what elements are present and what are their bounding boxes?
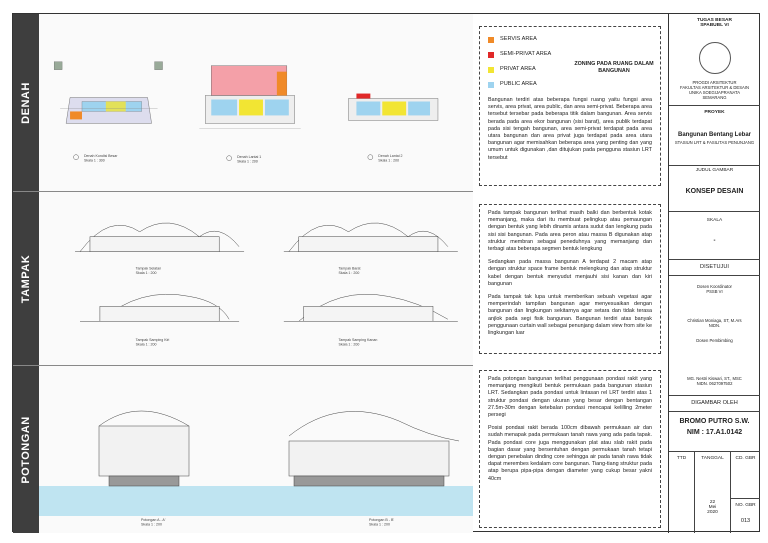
tb-disetujui: DISETUJUI bbox=[669, 260, 760, 276]
title-block bbox=[668, 14, 760, 533]
potongan-label: POTONGAN bbox=[20, 415, 32, 484]
tb-codes: CD. GBR NO. GBR 013 bbox=[731, 452, 760, 533]
tb-footer bbox=[669, 452, 760, 533]
legend-item-privat: PRIVAT AREA bbox=[488, 62, 652, 77]
tampak-label-bar bbox=[13, 192, 39, 365]
potongan-textbox bbox=[479, 370, 661, 528]
elevation-right bbox=[284, 294, 458, 321]
section-a bbox=[99, 411, 189, 486]
tampak-paragraph-3: Pada tampak tak lupa untuk memberikan sebuah vegetasi agar memperindah tampilan bangunan agar menyesuaikan dengan bangunan dan lingkungan sekitarnya agar setara dan tidak terasa anjlok pada segi fisik bangunan. Bangunan terdiri atas banyak penggunaan curtain wall sebagai penunjang dalam view from site ke lingkungan luar bbox=[488, 294, 652, 337]
potongan-paragraph-2: Posisi pondasi rakit berada 100cm dibawah permukaan air dan sudah menapak pada permukaan tanah rawa yang ada pada tapak. Pada pondasi core juga menggunakan plat atau slab rakit pada bagian dasar yang bersentuhan dengan permukaan tanah tetapi dengan penebalan dinding core sehingga air pada tanah rawa tidak dapat merembes kedalam core bangunan. Tiang-tiang struktur pada atap berupa pipa-pipa dengan diameter yang cukup besar yakni 40cm bbox=[488, 425, 652, 482]
denah-label: DENAH bbox=[20, 81, 32, 124]
caption-tampak-2: Tampak Barat Skala 1 : 200 bbox=[338, 266, 361, 276]
tb-proyek: PROYEK Bangunan Bentang Lebar STASIUN LRT & FASILITAS PENUNJANG bbox=[669, 106, 760, 166]
tb-digambar: DIGAMBAR OLEH bbox=[669, 396, 760, 412]
tb-student: BROMO PUTRO S.W. NIM : 17.A1.0142 bbox=[669, 412, 760, 452]
tb-judul: JUDUL GAMBAR KONSEP DESAIN bbox=[669, 166, 760, 212]
sections bbox=[39, 366, 473, 533]
denah-textbox bbox=[479, 26, 661, 186]
caption-denah-2: Denah Lantai 1 Skala 1 : 200 bbox=[237, 155, 262, 164]
tb-header-text: TUGAS BESAR SPABUBL VI bbox=[697, 18, 732, 28]
section-b bbox=[289, 411, 459, 486]
potongan-label-bar bbox=[13, 366, 39, 533]
elevation-south bbox=[75, 223, 244, 252]
legend-item-semi-privat: SEMI-PRIVAT AREA bbox=[488, 47, 652, 62]
legend-item-public: PUBLIC AREA bbox=[488, 77, 652, 92]
potongan-band bbox=[13, 366, 473, 533]
caption-tampak-3: Tampak Samping Kiri Skala 1 : 200 bbox=[135, 338, 170, 347]
water-level bbox=[39, 486, 473, 516]
potongan-paragraph-1: Pada potongan bangunan terlihat penggunaan pondasi rakit yang memanjang mengikuti bentuk permukaan pada bangunan stasiun LRT. Sedangkan pada pondasi untuk lintasan rel LRT terdiri atas 1 struktur pondasi dengan ukuran yang besar dengan bentangan 27.5m-30m dengan ketebalan pondasi mencapai kelilling 2meter persegi bbox=[488, 376, 652, 419]
site-plan bbox=[54, 62, 162, 163]
elevations bbox=[39, 192, 473, 365]
legend-item-servis: SERVIS AREA bbox=[488, 32, 652, 47]
ground-floor-plan bbox=[199, 66, 300, 164]
caption-denah-1: Denah Kondisi Besar Skala 1 : 300 bbox=[83, 154, 118, 163]
caption-tampak-4: Tampak Samping Kanan Skala 1 : 200 bbox=[338, 338, 378, 347]
denah-band bbox=[13, 14, 473, 192]
tampak-textbox bbox=[479, 204, 661, 354]
caption-tampak-1: Tampak Selatan Skala 1 : 200 bbox=[135, 266, 162, 276]
elevation-left bbox=[80, 294, 239, 321]
tb-header bbox=[669, 14, 760, 106]
caption-denah-3: Denah Lantai 2 Skala 1 : 200 bbox=[378, 154, 403, 163]
potongan-drawing bbox=[39, 366, 473, 533]
tb-ttd: TTD bbox=[669, 452, 695, 533]
tampak-drawing bbox=[39, 192, 473, 365]
tb-tanggal: TANGGAL 22 Mei 2020 bbox=[695, 452, 731, 533]
tampak-paragraph-2: Sedangkan pada massa bangunan A terdapat 2 macam atap dengan struktur space frame bentuk melengkung dan atap struktur kabel dengan bentuk menyudut menjauhi sisi kanan dan kiri bangunan bbox=[488, 259, 652, 287]
zoning-title: ZONING PADA RUANG DALAM BANGUNAN bbox=[574, 61, 654, 74]
caption-potongan-1: Potongan A - A' Skala 1 : 200 bbox=[141, 518, 166, 527]
upper-floor-plan bbox=[348, 94, 437, 163]
denah-label-bar bbox=[13, 14, 39, 191]
tb-school: PROGDI ARSITEKTUR FAKULTAS ARSITEKTUR & DESAIN UNIKA SOEGIJAPRANATA SEMARANG bbox=[680, 80, 749, 100]
caption-potongan-2: Potongan B - B' Skala 1 : 200 bbox=[369, 518, 395, 527]
tampak-paragraph-1: Pada tampak bangunan terlihat masih balki dan berbentuk kotak memanjang, maka dari itu membuat pelingkup atau pemaungan dengan bentuk yang lebih dinamis antara sudut dan lengkung pada sisi sisi bangunan. Pada area peron atau massa B digunakan atap struktur membran sebagai peneduhnya yang memanjang dan terbagi atas beberapa segmen bentuk lengkung bbox=[488, 210, 652, 253]
denah-paragraph: Bangunan terdiri atas beberapa fungsi ruang yaitu fungsi area servis, area privat, area public, dan area semi-privat. Beberapa area tersebut tersebar pada beberapa titik dalam bangunan. Area servis berada pada area ekor bangunan (sisi barat), area publik terdapat pada sisi tengah bangunan, area semi-privat terdapat pada area utara bangunan dan area privat juga terdapat pada area utara bangunan agar memisahkan beberapa area yang penting dan yang umum untuk digunakan ,dan ditujukan pada pengguna stasiun LRT tersebut bbox=[488, 97, 652, 161]
tampak-label: TAMPAK bbox=[20, 254, 32, 303]
tb-approvers: Dosen Koordinator PSSB VI Christian Moniaga, ST, M.Ars NIDN. Dosen Pembimbing MG. Nestri Kiswari, ST., MSC NIDN. 0627097502 bbox=[669, 276, 760, 396]
tampak-band bbox=[13, 192, 473, 366]
floor-plans bbox=[39, 14, 473, 191]
drawing-sheet bbox=[12, 13, 760, 532]
denah-drawing bbox=[39, 14, 473, 191]
elevation-west bbox=[284, 223, 458, 252]
university-seal-icon bbox=[699, 42, 731, 74]
tb-skala: SKALA - bbox=[669, 212, 760, 260]
